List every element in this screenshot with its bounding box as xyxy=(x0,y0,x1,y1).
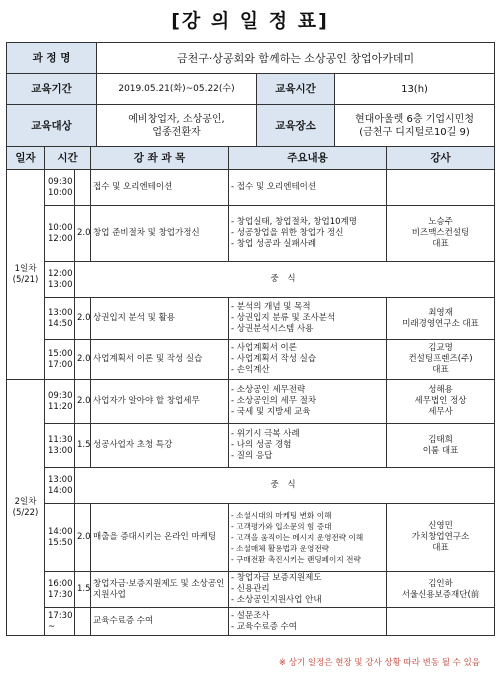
place-line-2: (금천구 디지털로10길 9) xyxy=(359,127,470,138)
hours-cell: 2.0 xyxy=(75,340,91,380)
day-2-cell xyxy=(7,380,45,636)
content-line: - 사업계획서 이론 xyxy=(231,343,297,353)
lunch-cell: 중 식 xyxy=(75,468,495,504)
content-cell xyxy=(229,340,387,380)
target-value xyxy=(97,105,257,148)
start-time: 14:00 xyxy=(48,526,73,537)
start-time: 13:00 xyxy=(48,307,73,318)
schedule-table xyxy=(6,146,495,636)
content-line: - 성공창업을 위한 창업가 정신 xyxy=(231,228,344,238)
time-cell xyxy=(45,380,75,424)
table-row xyxy=(7,504,495,572)
start-time: 17:30 xyxy=(48,610,73,621)
content-cell xyxy=(229,424,387,468)
lecturer-cell xyxy=(387,572,495,608)
time-cell xyxy=(45,424,75,468)
end-time: 17:30 xyxy=(48,589,73,600)
end-time: 10:00 xyxy=(48,187,73,198)
content-line: - 설문조사 xyxy=(231,610,270,621)
lecturer-line: 노승주 xyxy=(428,217,453,227)
page-title: [강 의 일 정 표] xyxy=(171,10,329,32)
hours-cell: 1.5 xyxy=(75,572,91,608)
lecturer-line: 대표 xyxy=(432,239,449,249)
end-time: 14:00 xyxy=(48,485,73,496)
hours-cell: 2.0 xyxy=(75,380,91,424)
lecturer-line: 성해용 xyxy=(428,385,453,395)
time-cell xyxy=(45,206,75,262)
subject-cell: 사업계획서 이론 및 작성 실습 xyxy=(91,340,229,380)
period-value: 2019.05.21(화)~05.22(수) xyxy=(97,74,257,105)
content-cell xyxy=(229,572,387,608)
subject-cell: 접수 및 오리엔테이션 xyxy=(91,170,229,206)
day-2-date: (5/22) xyxy=(12,507,39,518)
hours-cell: 2.0 xyxy=(75,504,91,572)
content-line: - 신용관리 xyxy=(231,584,270,594)
subject-cell: 사업자가 알아야 할 창업세무 xyxy=(91,380,229,424)
lecturer-line: 세무사 xyxy=(428,407,453,417)
start-time: 11:30 xyxy=(48,434,73,445)
end-time: 11:20 xyxy=(48,401,73,412)
content-cell xyxy=(229,504,387,572)
header-day: 일자 xyxy=(7,147,45,170)
target-line-2: 업종전환자 xyxy=(152,127,201,138)
content-line: - 소상공인의 세무 절차 xyxy=(231,396,317,406)
table-row xyxy=(7,206,495,262)
target-line-1: 예비창업자, 소상공인, xyxy=(128,114,225,125)
content-cell xyxy=(229,298,387,340)
content-line: - 질의 응답 xyxy=(231,451,273,461)
table-row xyxy=(7,298,495,340)
lecturer-line: 김교명 xyxy=(428,343,453,353)
start-time: 09:30 xyxy=(48,390,73,401)
time-cell xyxy=(45,468,75,504)
day-1-date: (5/21) xyxy=(12,274,39,285)
content-line: - 소셜매체 활용법과 운영전략 xyxy=(231,544,330,553)
content-cell xyxy=(229,206,387,262)
content-cell xyxy=(229,380,387,424)
hours-cell: 1.5 xyxy=(75,424,91,468)
course-name-label: 과 정 명 xyxy=(7,43,97,74)
content-line: - 소상공인지원사업 안내 xyxy=(231,595,322,605)
subject-cell: 창업 준비절차 및 창업가정신 xyxy=(91,206,229,262)
end-time: 15:50 xyxy=(48,537,73,548)
lecturer-cell xyxy=(387,380,495,424)
header-lecturer: 강사 xyxy=(387,147,495,170)
end-time: 13:00 xyxy=(48,279,73,290)
subject-cell: 매출을 증대시키는 온라인 마케팅 xyxy=(91,504,229,572)
hours-cell xyxy=(75,170,91,206)
subject-cell: 창업자금·보증지원제도 및 소상공인지원사업 xyxy=(91,572,229,608)
time-cell xyxy=(45,170,75,206)
day-2-label: 2일차 xyxy=(14,496,37,507)
content-line: - 창업자금 보증지원제도 xyxy=(231,573,322,583)
content-cell xyxy=(229,608,387,636)
lecturer-cell xyxy=(387,206,495,262)
content-line: - 상권입지 분류 및 조사분석 xyxy=(231,313,336,323)
lecturer-line: 가치창업연구소 xyxy=(411,532,470,542)
hours-value: 13(h) xyxy=(335,74,495,105)
table-row xyxy=(7,468,495,504)
place-label: 교육장소 xyxy=(257,105,335,148)
lecturer-line: 서울신용보증재단(前 xyxy=(401,589,480,600)
content-line: - 사업계획서 작성 실습 xyxy=(231,354,317,364)
lecturer-cell xyxy=(387,170,495,206)
content-line: - 위기시 극복 사례 xyxy=(231,429,300,439)
content-line: - 창업 성공과 실패사례 xyxy=(231,239,317,249)
end-time: 17:00 xyxy=(48,359,73,370)
content-line: - 교육수료증 수여 xyxy=(231,621,297,632)
place-line-1: 현대아울렛 6층 기업시민청 xyxy=(355,114,474,125)
lecturer-cell xyxy=(387,298,495,340)
time-cell xyxy=(45,608,75,636)
content-line: - 고객을 움직이는 메시지 운영전략 이해 xyxy=(231,533,364,542)
content-line: - 나의 성공 경험 xyxy=(231,440,292,450)
lecturer-line: 세무법인 정상 xyxy=(414,396,467,406)
time-cell xyxy=(45,340,75,380)
end-time: 13:00 xyxy=(48,445,73,456)
course-info-table xyxy=(6,42,495,148)
footnote: ※ 상기 일정은 현장 및 강사 상황 따라 변동 될 수 있음 xyxy=(278,658,480,668)
subject-cell: 성공사업자 초청 특강 xyxy=(91,424,229,468)
target-label: 교육대상 xyxy=(7,105,97,148)
content-line: - 창업실태, 창업절차, 창업10계명 xyxy=(231,217,357,227)
time-cell xyxy=(45,298,75,340)
subject-cell: 상권입지 분석 및 활용 xyxy=(91,298,229,340)
hours-cell: 2.0 xyxy=(75,298,91,340)
lecturer-cell xyxy=(387,608,495,636)
end-time: 14:50 xyxy=(48,318,73,329)
lunch-cell: 중 식 xyxy=(75,262,495,298)
content-line: - 손익계산 xyxy=(231,365,270,375)
lecturer-cell xyxy=(387,504,495,572)
header-time: 시간 xyxy=(45,147,91,170)
schedule-header-row xyxy=(7,147,495,170)
lecturer-line: 김인하 xyxy=(428,578,453,589)
day-1-cell xyxy=(7,170,45,380)
start-time: 13:00 xyxy=(48,474,73,485)
lecturer-line: 비즈맥스컨설팅 xyxy=(411,228,470,238)
lecturer-line: 김태희 xyxy=(428,434,453,445)
content-line: - 분석의 개념 및 목적 xyxy=(231,302,311,312)
time-cell xyxy=(45,504,75,572)
day-1-label: 1일차 xyxy=(14,263,37,274)
course-name-value: 금천구·상공회와 함께하는 소상공인 창업아카데미 xyxy=(97,43,495,74)
content-line: - 상권분석시스템 사용 xyxy=(231,324,314,334)
lecturer-line: 최영재 xyxy=(428,307,453,318)
header-content: 주요내용 xyxy=(229,147,387,170)
content-line: - 소상공인 세무전략 xyxy=(231,385,306,395)
place-value xyxy=(335,105,495,148)
end-time: 12:00 xyxy=(48,233,73,244)
header-subject: 강 좌 과 목 xyxy=(91,147,229,170)
start-time: 16:00 xyxy=(48,578,73,589)
table-row xyxy=(7,380,495,424)
table-row xyxy=(7,572,495,608)
start-time: 12:00 xyxy=(48,268,73,279)
time-cell xyxy=(45,262,75,298)
content-line: - 국세 및 지방세 교육 xyxy=(231,407,311,417)
lecturer-cell xyxy=(387,424,495,468)
table-row xyxy=(7,424,495,468)
lecturer-line: 대표 xyxy=(432,365,449,375)
subject-cell: 교육수료증 수여 xyxy=(91,608,229,636)
hours-label: 교육시간 xyxy=(257,74,335,105)
content-line: - 구매전환 촉진시키는 랜딩페이지 전략 xyxy=(231,555,361,564)
end-time: ~ xyxy=(48,621,56,632)
lecturer-line: 이룸 대표 xyxy=(422,445,459,456)
content-line: - 고객평가와 입소문의 힘 증대 xyxy=(231,522,332,531)
start-time: 10:00 xyxy=(48,222,73,233)
start-time: 15:00 xyxy=(48,348,73,359)
time-cell xyxy=(45,572,75,608)
hours-cell xyxy=(75,608,91,636)
content-cell xyxy=(229,170,387,206)
table-row xyxy=(7,608,495,636)
lecturer-line: 컨설팅프렌즈(주) xyxy=(408,354,473,364)
lecturer-line: 신영민 xyxy=(428,521,453,531)
start-time: 09:30 xyxy=(48,176,73,187)
content-line: - 접수 및 오리엔테이션 xyxy=(231,182,317,192)
content-line: - 소셜시대의 마케팅 변화 이해 xyxy=(231,511,332,520)
lecturer-cell xyxy=(387,340,495,380)
hours-cell: 2.0 xyxy=(75,206,91,262)
period-label: 교육기간 xyxy=(7,74,97,105)
table-row xyxy=(7,340,495,380)
table-row xyxy=(7,262,495,298)
table-row xyxy=(7,170,495,206)
lecturer-line: 미래경영연구소 대표 xyxy=(402,318,479,329)
lecturer-line: 대표 xyxy=(432,543,449,553)
